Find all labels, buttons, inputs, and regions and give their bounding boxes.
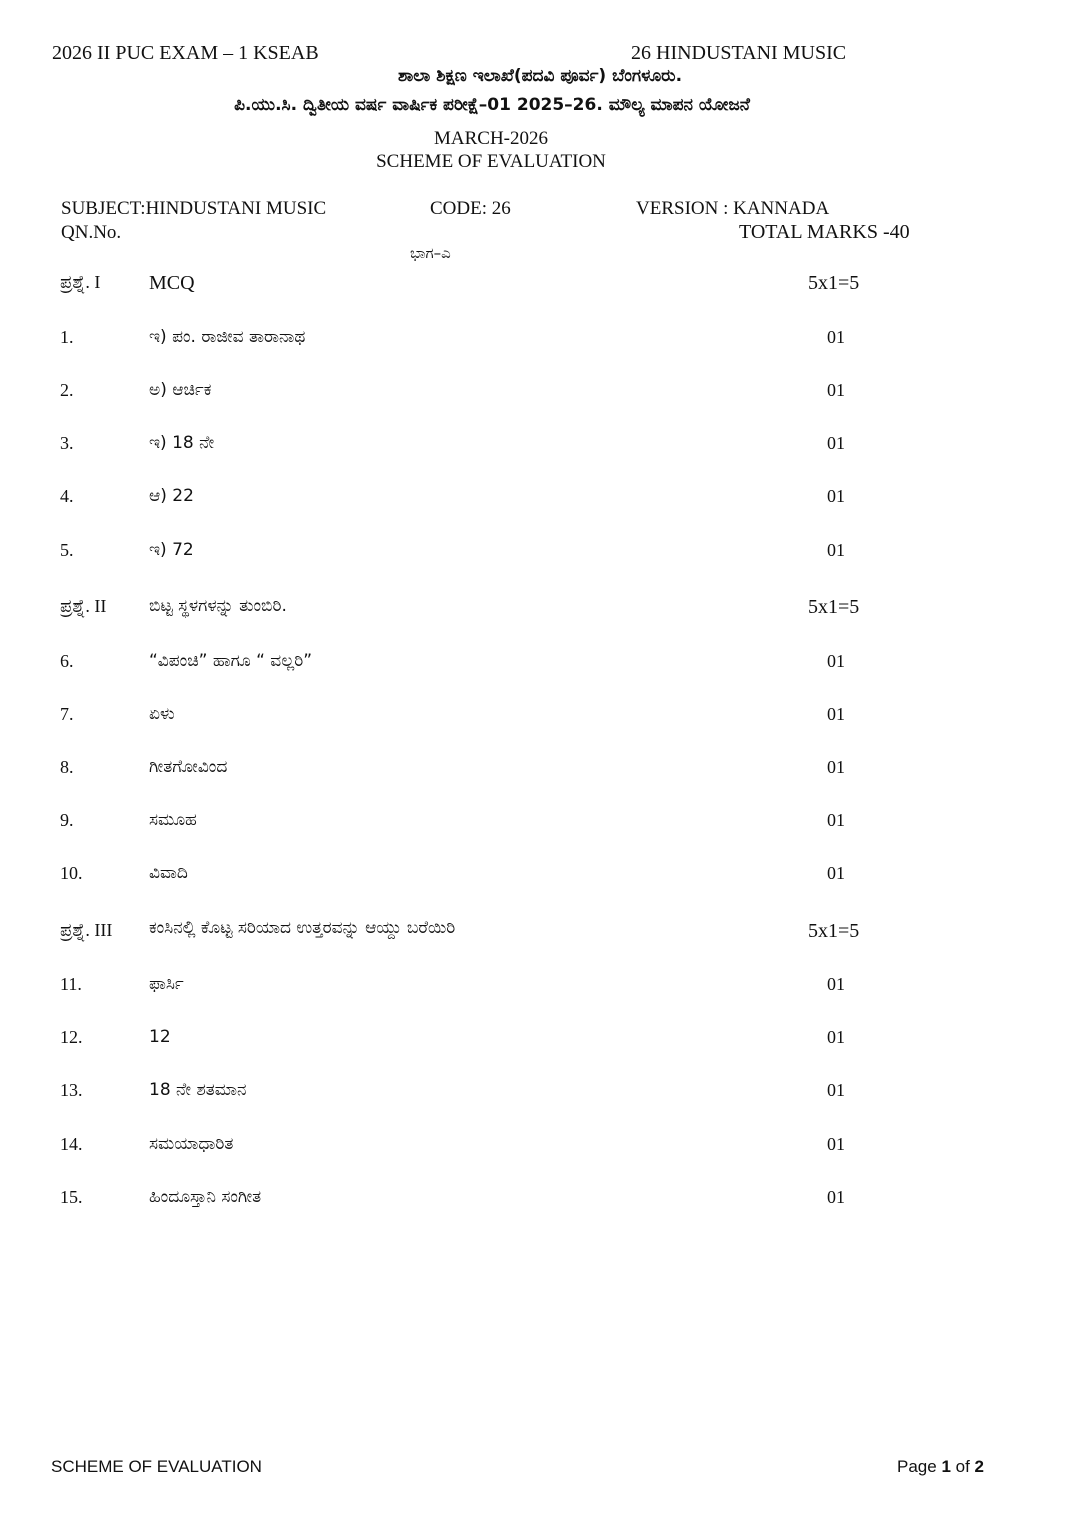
section-label: ಪ್ರಶ್ನೆ. II [60,596,107,616]
page-number [897,1457,984,1477]
question-marks: 01 [827,380,845,400]
code-label: CODE: 26 [430,198,511,219]
answer-text: ಏಳು [149,704,175,724]
question-marks: 01 [827,863,845,883]
exam-title: 2026 II PUC EXAM – 1 KSEAB [52,42,319,64]
answer-text: ಆ) 22 [149,486,194,506]
section-title: MCQ [149,272,195,294]
question-marks: 01 [827,486,845,506]
question-number: 7. [60,704,74,724]
answer-text: 18 ನೇ ಶತಮಾನ [149,1080,247,1100]
answer-text: ಇ) 72 [149,540,194,560]
question-number: 13. [60,1080,83,1100]
answer-text: “ವಿಪಂಚಿ” ಹಾಗೂ “ ವಲ್ಲರಿ” [149,651,313,671]
answer-text: ಇ) 18 ನೇ [149,433,215,453]
answer-text: ವಿವಾದಿ [149,863,188,883]
question-number: 5. [60,540,74,560]
question-marks: 01 [827,651,845,671]
footer-title: SCHEME OF EVALUATION [51,1457,262,1476]
question-number: 3. [60,433,74,453]
answer-text: ಫಾರ್ಸಿ [149,974,184,994]
department-title: ಶಾಲಾ ಶಿಕ್ಷಣ ಇಲಾಖೆ(ಪದವಿ ಪೂರ್ವ) ಬೆಂಗಳೂರು. [397,66,683,86]
question-number: 14. [60,1134,83,1154]
question-marks: 01 [827,1080,845,1100]
subject-header: 26 HINDUSTANI MUSIC [631,42,847,64]
section-label: ಪ್ರಶ್ನೆ. III [60,920,113,940]
question-marks: 01 [827,1027,845,1047]
exam-month: MARCH-2026 [433,128,549,149]
scheme-title: SCHEME OF EVALUATION [376,151,606,172]
total-marks: TOTAL MARKS -40 [739,221,910,243]
question-number: 4. [60,486,74,506]
subject-label: SUBJECT:HINDUSTANI MUSIC [61,198,327,219]
section-marks: 5x1=5 [808,272,860,294]
answer-text: ಸಮೂಹ [149,810,197,830]
version-label: VERSION : KANNADA [636,198,830,219]
question-marks: 01 [827,540,845,560]
question-marks: 01 [827,757,845,777]
page-total: 2 [974,1457,984,1476]
section-label: ಪ್ರಶ್ನೆ. I [60,272,101,292]
question-number: 6. [60,651,74,671]
qn-no-label: QN.No. [61,222,122,243]
page-current: 1 [941,1457,951,1476]
evaluation-title: ಪಿ.ಯು.ಸಿ. ದ್ವಿತೀಯ ವರ್ಷ ವಾರ್ಷಿಕ ಪರೀಕ್ಷೆ–01 2025–26. ಮೌಲ್ಯ ಮಾಪನ ಯೋಜನೆ [234,95,750,115]
question-marks: 01 [827,433,845,453]
question-marks: 01 [827,974,845,994]
page-of: of [950,1457,975,1476]
answer-text: 12 [149,1027,171,1047]
answer-text: ಅ) ಆರ್ಚಿಕ [149,380,212,400]
question-marks: 01 [827,1187,845,1207]
question-number: 2. [60,380,74,400]
question-number: 15. [60,1187,83,1207]
question-number: 9. [60,810,74,830]
section-title: ಬಿಟ್ಟ ಸ್ಥಳಗಳನ್ನು ತುಂಬಿರಿ. [149,596,287,616]
question-marks: 01 [827,327,845,347]
question-number: 11. [60,974,82,994]
answer-text: ಗೀತಗೋವಿಂದ [149,757,228,777]
section-marks: 5x1=5 [808,596,860,618]
answer-text: ಸಮಯಾಧಾರಿತ [149,1134,234,1154]
question-number: 10. [60,863,83,883]
section-marks: 5x1=5 [808,920,860,942]
answer-text: ಇ) ಪಂ. ರಾಜೀವ ತಾರಾನಾಥ [149,327,306,347]
page-prefix: Page [897,1457,942,1476]
question-number: 12. [60,1027,83,1047]
question-number: 8. [60,757,74,777]
question-marks: 01 [827,1134,845,1154]
part-label: ಭಾಗ–ಎ [410,244,451,262]
question-number: 1. [60,327,74,347]
answer-text: ಹಿಂದೂಸ್ತಾನಿ ಸಂಗೀತ [149,1187,262,1207]
question-marks: 01 [827,704,845,724]
section-title: ಕಂಸಿನಲ್ಲಿ ಕೊಟ್ಟ ಸರಿಯಾದ ಉತ್ತರವನ್ನು ಆಯ್ದು ಬರೆಯಿರಿ [149,918,456,938]
question-marks: 01 [827,810,845,830]
